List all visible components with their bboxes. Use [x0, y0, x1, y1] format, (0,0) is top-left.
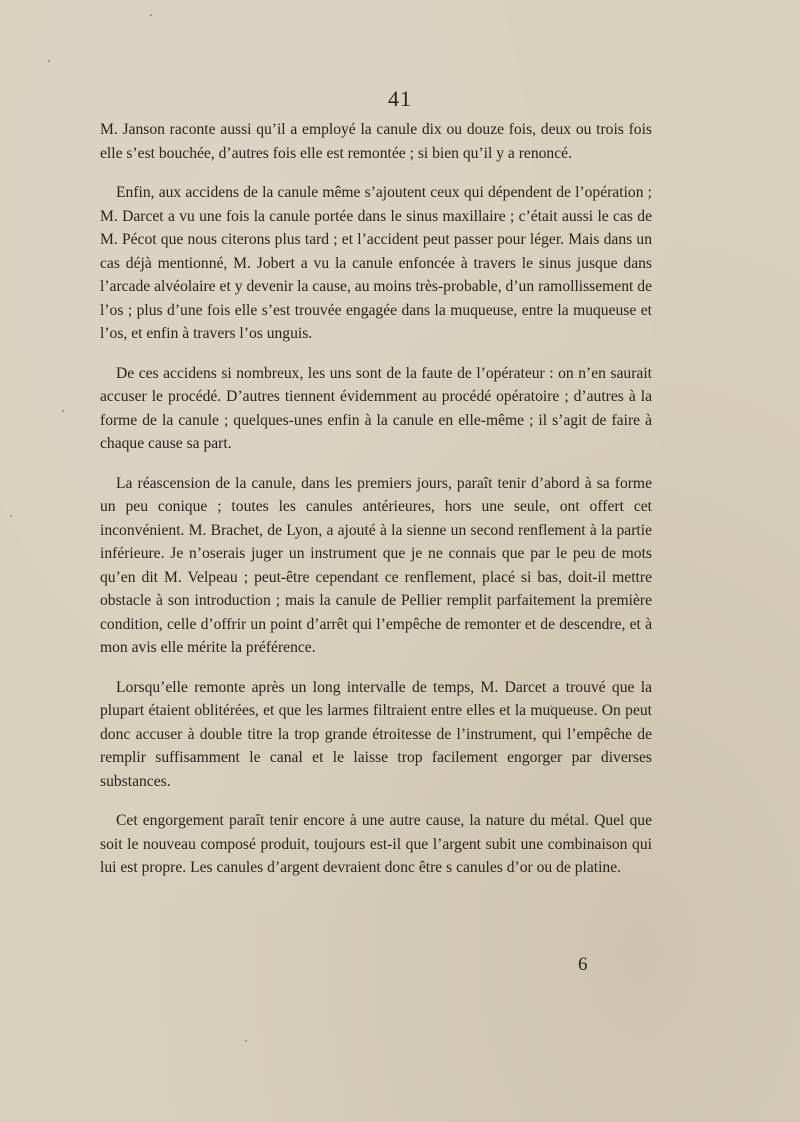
- paper-speck: [150, 14, 152, 16]
- text-body: [100, 118, 652, 880]
- paragraph: Enfin, aux accidens de la canule même s’ajoutent ceux qui dépendent de l’opération ; M. Darcet a vu une fois la canule portée dans le sinus maxillaire ; c’était aussi le cas de M. Pécot que nous citerons plus tard ; et l’accident peut passer pour léger. Mais dans un cas déjà mentionné, M. Jobert a vu la canule enfoncée à travers le sinus jusque dans l’arcade alvéolaire et y devenir la cause, au moins très-probable, d’un ramollissement de l’os ; plus d’une fois elle s’est trouvée engagée dans la muqueuse, entre la muqueuse et l’os, et enfin à travers l’os unguis.: [100, 184, 652, 342]
- paper-speck: [62, 410, 64, 412]
- signature-mark: 6: [578, 954, 588, 975]
- paragraph: M. Janson raconte aussi qu’il a employé la canule dix ou douze fois, deux ou trois fois elle s’est bouchée, d’autres fois elle est remontée ; si bien qu’il y a renoncé.: [100, 121, 652, 162]
- paragraph: Lorsqu’elle remonte après un long intervalle de temps, M. Darcet a trouvé que la plupart étaient oblitérées, et que les larmes filtraient entre elles et la muqueuse. On peut donc accuser à double titre la trop grande étroitesse de l’instrument, qui l’empêche de remplir suffisamment le canal et le laisse trop facilement engorger par diverses substances.: [100, 678, 652, 790]
- paper-speck: [10, 515, 12, 517]
- paper-speck: [48, 60, 50, 62]
- paragraph: Cet engorgement paraît tenir encore à une autre cause, la nature du métal. Quel que soit le nouveau composé produit, toujours est-il que l’argent subit une combinaison qui lui est propre. Les canules d’argent devraient donc être s canules d’or ou de platine.: [100, 812, 652, 876]
- paragraph: La réascension de la canule, dans les premiers jours, paraît tenir d’abord à sa forme un peu conique ; toutes les canules antérieures, hors une seule, ont offert cet inconvénient. M. Brachet, de Lyon, a ajouté à la sienne un second renflement à la partie inférieure. Je n’oserais juger un instrument que je ne connais que par le peu de mots qu’en dit M. Velpeau ; peut-être cependant ce renflement, placé si bas, doit-il mettre obstacle à son introduction ; mais la canule de Pellier remplit parfaitement la première condition, celle d’offrir un point d’arrêt qui l’empêche de remonter et de descendre, et à mon avis elle mérite la préférence.: [100, 474, 652, 656]
- paragraph: De ces accidens si nombreux, les uns sont de la faute de l’opérateur : on n’en saurait accuser le procédé. D’autres tiennent évidemment au procédé opératoire ; d’autres à la forme de la canule ; quelques-unes enfin à la canule en elle-même ; il s’agit de faire à chaque cause sa part.: [100, 364, 652, 452]
- paper-speck: [550, 705, 552, 707]
- paper-speck: [245, 1040, 247, 1042]
- page-number: 41: [388, 86, 412, 111]
